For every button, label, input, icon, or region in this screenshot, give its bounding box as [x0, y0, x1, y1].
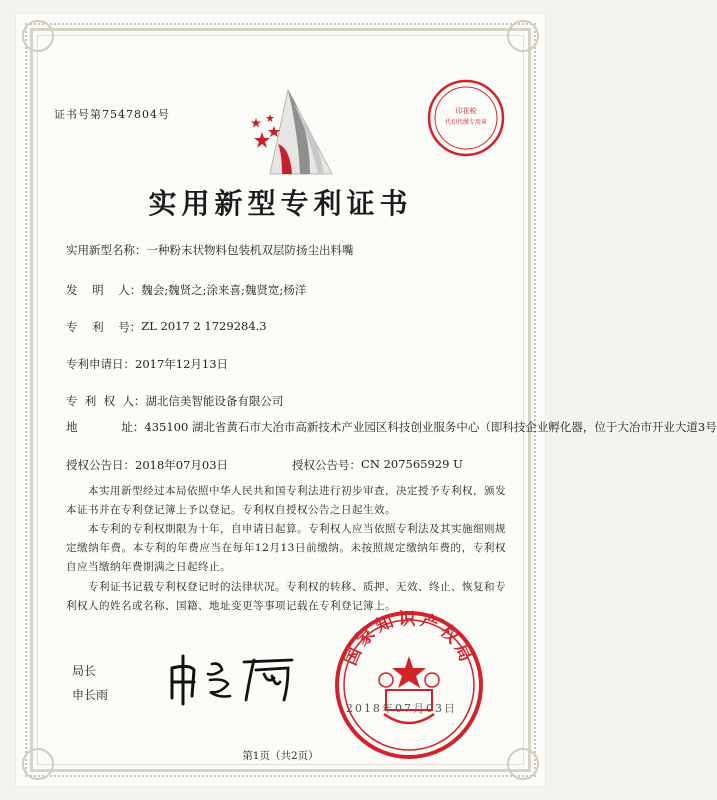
- page-footer: 第1页（共2页）: [242, 750, 319, 762]
- signatory-name: 申长雨: [72, 688, 109, 702]
- field-label: 专 利 号：: [66, 320, 142, 334]
- grant-date-value: 2018年07月03日: [135, 458, 229, 472]
- svg-text:代扣代缴专用章: 代扣代缴专用章: [444, 119, 488, 126]
- seal-icon: [334, 610, 484, 760]
- svg-text:国家知识产权局: 国家知识产权局: [340, 610, 478, 669]
- field-patent-number: [66, 319, 267, 335]
- field-address: [66, 419, 717, 436]
- field-value: 2017年12月13日: [135, 357, 229, 371]
- seal-date: 2018年07月03日: [346, 702, 457, 715]
- field-label: 发 明 人：: [66, 283, 142, 297]
- corner-ornament: [507, 20, 539, 52]
- body-paragraph: 本实用新型经过本局依照中华人民共和国专利法进行初步审查，决定授予专利权，颁发本证书并在专利登记簿上予以登记。专利权自授权公告之日起生效。: [66, 485, 506, 516]
- field-inventors: [66, 282, 306, 298]
- body-paragraph: 专利证书记载专利权登记时的法律状况。专利权的转移、质押、无效、终止、恢复和专利权人的姓名或名称、国籍、地址变更等事项记载在专利登记簿上。: [66, 581, 506, 612]
- certificate-page: [16, 14, 717, 786]
- grant-number-value: CN 207565929 U: [361, 457, 463, 471]
- field-application-date: [66, 356, 228, 372]
- grant-number-label: 授权公告号：: [292, 458, 362, 472]
- field-grant: [66, 457, 463, 473]
- signatory-title: 局长: [72, 664, 97, 678]
- field-value: 魏会;魏贤之;涂来喜;魏贤宽;杨洋: [141, 283, 307, 297]
- corner-ornament: [22, 20, 54, 52]
- certificate-number: 证书号第7547804号: [54, 108, 170, 121]
- emblem-icon: [248, 84, 334, 180]
- grant-date-label: 授权公告日：: [66, 458, 135, 472]
- page-title: 实用新型专利证书: [148, 187, 413, 220]
- field-value: 湖北信美智能设备有限公司: [145, 394, 284, 408]
- signature-icon: [164, 646, 304, 708]
- svg-text:印花税: 印花税: [455, 107, 477, 115]
- field-label: 专利申请日：: [66, 357, 135, 371]
- field-label: 实用新型名称：: [66, 243, 147, 257]
- field-value: 一种粉末状物料包装机双层防扬尘出料嘴: [146, 243, 354, 257]
- field-label: 专 利 权 人：: [66, 394, 146, 408]
- body-paragraph: 本专利的专利权期限为十年，自申请日起算。专利权人应当依照专利法及其实施细则规定缴纳年费。本专利的年费应当在每年12月13日前缴纳。未按照规定缴纳年费的，专利权自应当缴纳年费期满之日起终止。: [66, 523, 506, 573]
- field-utility-name: [66, 242, 354, 258]
- field-value: ZL 2017 2 1729284.3: [141, 319, 267, 333]
- tax-stamp-icon: [426, 78, 506, 158]
- field-value: 435100 湖北省黄石市大冶市高新技术产业园区科技创业服务中心（即科技企业孵化器，位于大冶市开业大道3号: [144, 420, 717, 434]
- field-label: 地 址：: [66, 420, 145, 434]
- field-patentee: [66, 393, 283, 409]
